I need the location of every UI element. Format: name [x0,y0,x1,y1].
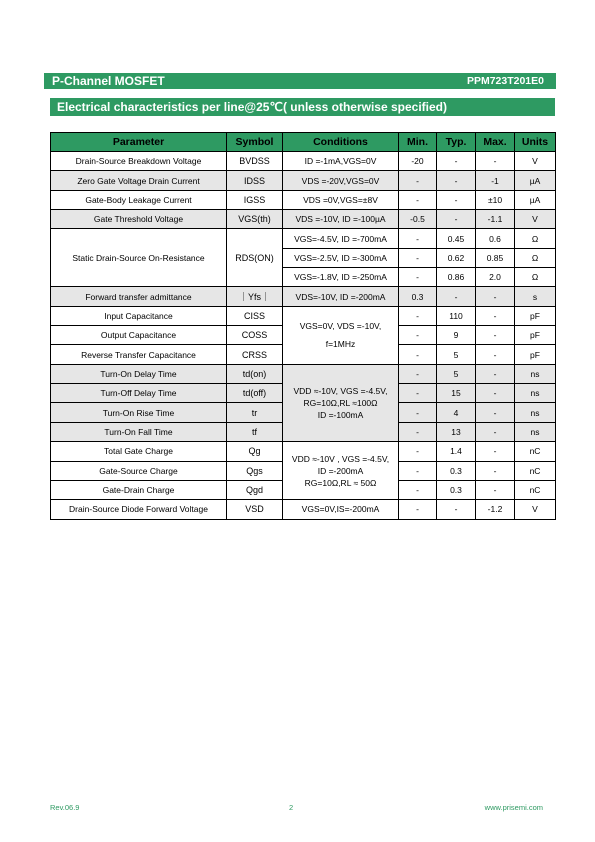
typ-cell: 5 [437,345,476,364]
unit-cell: nC [515,480,556,499]
typ-cell: 5 [437,364,476,383]
charge-condition-cell [283,442,399,500]
max-cell: 0.6 [476,229,515,248]
symbol-cell: VSD [227,500,283,519]
param-cell: Gate-Drain Charge [51,480,227,499]
max-cell: - [476,152,515,171]
param-cell: Gate-Source Charge [51,461,227,480]
condition-line: f=1MHz [325,339,356,350]
unit-cell: nC [515,442,556,461]
condition-cell: VDS =-20V,VGS=0V [283,171,399,190]
typ-cell: - [437,287,476,306]
min-cell: - [399,461,437,480]
param-cell: Forward transfer admittance [51,287,227,306]
typ-cell: 9 [437,326,476,345]
symbol-cell: Qg [227,442,283,461]
condition-cell: VGS=-2.5V, ID =-300mA [283,248,399,267]
unit-cell: µA [515,190,556,209]
param-cell: Total Gate Charge [51,442,227,461]
condition-line: ID =-100mA [317,409,364,420]
column-header: Max. [476,133,515,152]
symbol-cell: CISS [227,306,283,325]
website-link[interactable]: www.prisemi.com [484,803,543,812]
unit-cell: pF [515,326,556,345]
unit-cell: V [515,500,556,519]
max-cell: - [476,364,515,383]
param-cell: Turn-On Delay Time [51,364,227,383]
typ-cell: 0.86 [437,268,476,287]
table-row [51,364,556,383]
min-cell: - [399,306,437,325]
unit-cell: V [515,152,556,171]
max-cell: - [476,306,515,325]
max-cell: - [476,326,515,345]
electrical-characteristics-table [50,132,556,520]
typ-cell: 0.3 [437,461,476,480]
min-cell: - [399,384,437,403]
max-cell: - [476,403,515,422]
min-cell: -20 [399,152,437,171]
min-cell: - [399,500,437,519]
max-cell: - [476,442,515,461]
section-title-bar [50,98,555,116]
condition-line: RG=10Ω,RL ≈100Ω [303,397,378,408]
table-row [51,190,556,209]
typ-cell: 110 [437,306,476,325]
column-header: Typ. [437,133,476,152]
column-header: Parameter [51,133,227,152]
unit-cell: pF [515,345,556,364]
condition-cell: VGS=0V,IS=-200mA [283,500,399,519]
symbol-cell: CRSS [227,345,283,364]
min-cell: - [399,422,437,441]
unit-cell: Ω [515,229,556,248]
condition-line: VDD ≈-10V , VGS =-4.5V, [291,453,390,464]
table-row [51,171,556,190]
max-cell: - [476,345,515,364]
condition-line: RG=10Ω,RL ≈ 50Ω [304,477,377,488]
typ-cell: 0.62 [437,248,476,267]
max-cell: - [476,461,515,480]
min-cell: - [399,190,437,209]
column-header: Units [515,133,556,152]
param-cell: Drain-Source Diode Forward Voltage [51,500,227,519]
unit-cell: µA [515,171,556,190]
typ-cell: - [437,500,476,519]
max-cell: 0.85 [476,248,515,267]
max-cell: ±10 [476,190,515,209]
param-cell: Turn-On Rise Time [51,403,227,422]
param-cell: Input Capacitance [51,306,227,325]
column-header: Symbol [227,133,283,152]
unit-cell: V [515,210,556,229]
table-row [51,229,556,248]
min-cell: - [399,480,437,499]
min-cell: - [399,248,437,267]
typ-cell: 4 [437,403,476,422]
revision-label: Rev.06.9 [50,803,80,812]
typ-cell: - [437,190,476,209]
condition-cell: VDS=-10V, ID =-200mA [283,287,399,306]
column-header: Conditions [283,133,399,152]
table-row [51,152,556,171]
condition-line: VGS=0V, VDS =-10V, [299,321,382,332]
symbol-cell: IGSS [227,190,283,209]
max-cell: -1.1 [476,210,515,229]
unit-cell: pF [515,306,556,325]
typ-cell: 1.4 [437,442,476,461]
param-cell: Reverse Transfer Capacitance [51,345,227,364]
param-cell: Drain-Source Breakdown Voltage [51,152,227,171]
column-header: Min. [399,133,437,152]
unit-cell: nC [515,461,556,480]
min-cell: - [399,171,437,190]
param-cell: Turn-Off Delay Time [51,384,227,403]
min-cell: - [399,403,437,422]
part-number: PPM723T201E0 [466,75,544,87]
unit-cell: ns [515,422,556,441]
param-cell: Static Drain-Source On-Resistance [51,229,227,287]
condition-cell: ID =-1mA,VGS=0V [283,152,399,171]
unit-cell: ns [515,384,556,403]
symbol-cell: BVDSS [227,152,283,171]
condition-cell: VGS=-1.8V, ID =-250mA [283,268,399,287]
table-row [51,306,556,325]
max-cell: -1 [476,171,515,190]
unit-cell: ns [515,364,556,383]
min-cell: - [399,364,437,383]
typ-cell: - [437,210,476,229]
typ-cell: - [437,152,476,171]
typ-cell: 0.3 [437,480,476,499]
symbol-cell: td(off) [227,384,283,403]
max-cell: - [476,480,515,499]
symbol-cell: ｜Yfs｜ [227,287,283,306]
table-row [51,500,556,519]
condition-cell: VDS =-10V, ID =-100µA [283,210,399,229]
switching-condition-cell [283,364,399,441]
unit-cell: ns [515,403,556,422]
min-cell: 0.3 [399,287,437,306]
doc-title: P-Channel MOSFET [52,74,165,88]
max-cell: -1.2 [476,500,515,519]
capacitance-condition-cell [283,306,399,364]
condition-cell: VDS =0V,VGS=±8V [283,190,399,209]
param-cell: Gate-Body Leakage Current [51,190,227,209]
param-cell: Gate Threshold Voltage [51,210,227,229]
param-cell: Turn-On Fall Time [51,422,227,441]
page-number: 2 [289,803,294,812]
min-cell: - [399,326,437,345]
typ-cell: - [437,171,476,190]
symbol-cell: COSS [227,326,283,345]
unit-cell: Ω [515,268,556,287]
condition-cell: VGS=-4.5V, ID =-700mA [283,229,399,248]
symbol-cell: Qgs [227,461,283,480]
symbol-cell: tf [227,422,283,441]
max-cell: - [476,384,515,403]
max-cell: 2.0 [476,268,515,287]
max-cell: - [476,287,515,306]
unit-cell: s [515,287,556,306]
min-cell: - [399,345,437,364]
min-cell: - [399,268,437,287]
table-header-row [51,133,556,152]
symbol-cell: IDSS [227,171,283,190]
min-cell: - [399,442,437,461]
min-cell: - [399,229,437,248]
param-cell: Output Capacitance [51,326,227,345]
section-title: Electrical characteristics per line@25℃( unless otherwise specified) [57,100,448,114]
table-row [51,210,556,229]
typ-cell: 15 [437,384,476,403]
min-cell: -0.5 [399,210,437,229]
symbol-cell: Qgd [227,480,283,499]
symbol-cell: RDS(ON) [227,229,283,287]
symbol-cell: tr [227,403,283,422]
table-row [51,442,556,461]
symbol-cell: VGS(th) [227,210,283,229]
unit-cell: Ω [515,248,556,267]
param-cell: Zero Gate Voltage Drain Current [51,171,227,190]
typ-cell: 13 [437,422,476,441]
table-row [51,287,556,306]
condition-line: VDD ≈-10V, VGS =-4.5V, [293,385,388,396]
typ-cell: 0.45 [437,229,476,248]
condition-line: ID =-200mA [317,465,364,476]
header-bar [44,73,556,89]
symbol-cell: td(on) [227,364,283,383]
max-cell: - [476,422,515,441]
